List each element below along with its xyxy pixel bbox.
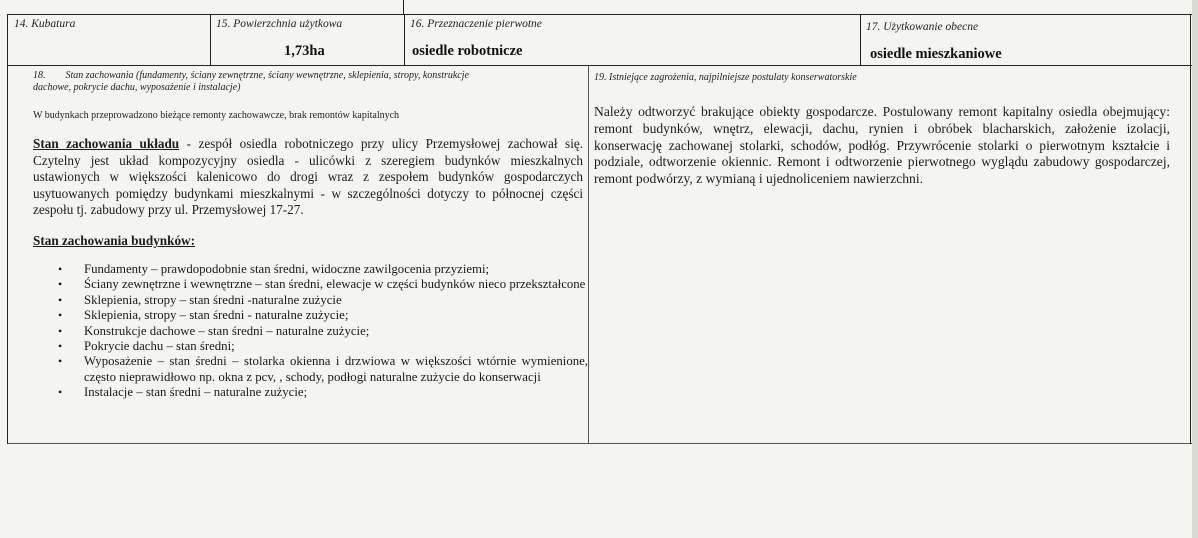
list-item: • Wyposażenie – stan średni – stolarka okienna i drzwiowa w większości wtórnie wymienione, często nieprawidłowo np. okna z pcv, , schody, podłogi naturalne zużycie do konserwacji — [58, 354, 588, 384]
list-item: • Sklepienia, stropy – stan średni -naturalne zużycie — [58, 292, 342, 307]
buildings-list — [58, 262, 588, 401]
row1-top-line — [7, 14, 1197, 15]
section19-text: Należy odtworzyć brakujące obiekty gospodarcze. Postulowany remont kapitalny osiedla obejmujący: remont budynków, wnętrz, elewacji, dachu, rynien i obróbek blacharskich, założenie izolacji, konserwację zachowanej stolarki, schodów, podłóg. Przywrócenie stolarki o pierwotnym kształcie i podziale, odtworzenie okiennic. Remont i odtworzenie pierwotnego wyglądu zabudowy gospodarczej, remont podwórzy, z wymianą i ujednoliceniem nawierzchni. — [594, 104, 1170, 187]
list-item: • Instalacje – stan średni – naturalne zużycie; — [58, 385, 308, 400]
section19-label: 19. Istniejące zagrożenia, najpilniejsze postulaty konserwatorskie — [594, 72, 857, 83]
top-divider — [403, 0, 404, 14]
list-item: • Pokrycie dachu – stan średni; — [58, 339, 235, 354]
list-item: • Ściany zewnętrzne i wewnętrzne – stan średni, elewacje w części budynków nieco przekształcone — [58, 277, 586, 292]
scan-edge — [1192, 0, 1198, 538]
kubatura-label: 14. Kubatura — [14, 18, 76, 30]
powierzchnia-label: 15. Powierzchnia użytkowa — [216, 18, 343, 30]
list-item: • Sklepienia, stropy – stan średni - naturalne zużycie; — [58, 308, 349, 323]
przeznaczenie-label: 16. Przeznaczenie pierwotne — [410, 18, 542, 30]
section18-note: W budynkach przeprowadzono bieżące remonty zachowawcze, brak remontów kapitalnych — [33, 110, 400, 121]
buildings-heading-text: Stan zachowania budynków: — [33, 233, 195, 248]
col15-divider — [404, 14, 405, 66]
buildings-heading — [33, 233, 195, 250]
section18-label-line2: dachowe, pokrycie dachu, wyposażenie i instalacje) — [33, 82, 241, 93]
powierzchnia-value: 1,73ha — [284, 43, 325, 59]
col16-divider — [860, 14, 861, 66]
section-divider — [588, 66, 589, 444]
section18-label-line1: 18. Stan zachowania (fundamenty, ściany zewnętrzne, ściany wewnętrzne, sklepienia, stropy, konstrukcje — [33, 70, 469, 81]
layout-paragraph — [33, 136, 583, 219]
layout-text: - zespół osiedla robotniczego przy ulicy Przemysłowej zachował się. Czytelny jest układ kompozycyjny osiedla - ulicówki z szeregiem budynków mieszkalnych ustawionych w większości kalenicowo do drogi wraz z zespołem budynków gospodarczych usytuowanych pomiędzy budynkami mieszkalnymi - w szczególności dotyczy to północnej części zespołu tj. zabudowy przy ul. Przemysłowej 17-27. — [33, 136, 584, 217]
section-bottom-line — [7, 443, 1197, 444]
layout-heading: Stan zachowania układu — [33, 136, 180, 151]
przeznaczenie-value: osiedle robotnicze — [412, 43, 523, 59]
uzytkowanie-label: 17. Użytkowanie obecne — [866, 21, 979, 33]
col-left-border — [7, 14, 8, 444]
col14-divider — [210, 14, 211, 66]
list-item: • Konstrukcje dachowe – stan średni – naturalne zużycie; — [58, 323, 370, 338]
uzytkowanie-value: osiedle mieszkaniowe — [870, 46, 1002, 62]
list-item: • Fundamenty – prawdopodobnie stan średni, widoczne zawilgocenia przyziemi; — [58, 262, 490, 276]
col-right-border — [1190, 14, 1191, 444]
row1-bottom-line — [7, 65, 1197, 66]
